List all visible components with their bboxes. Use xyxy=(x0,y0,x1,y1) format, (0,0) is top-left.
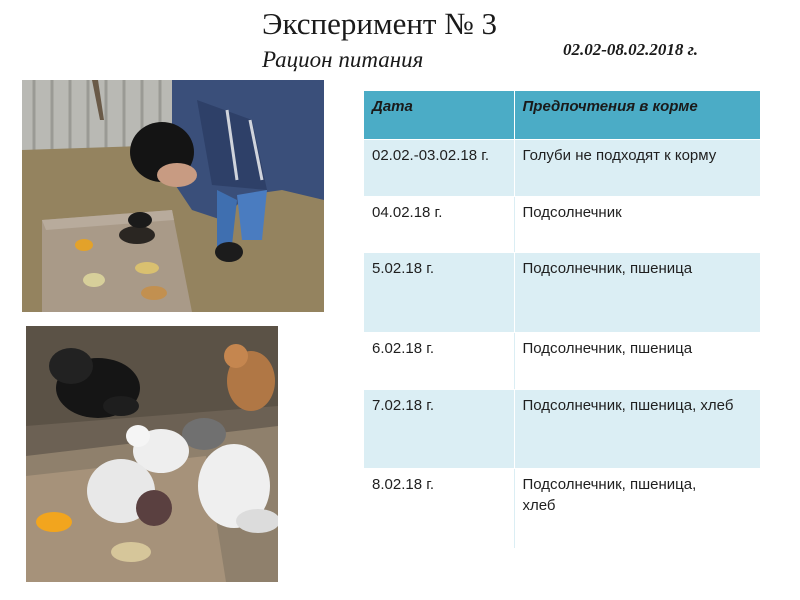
cell-preference: Подсолнечник, пшеница, хлеб xyxy=(514,389,760,468)
photo-child-feeding xyxy=(22,80,324,312)
slide-title: Эксперимент № 3 xyxy=(262,6,498,41)
cell-preference: Голуби не подходят к корму xyxy=(514,139,760,196)
header-date: Дата xyxy=(364,91,514,139)
feed-preferences-table xyxy=(364,91,760,549)
cell-date: 7.02.18 г. xyxy=(364,389,514,468)
cell-date: 8.02.18 г. xyxy=(364,468,514,548)
cell-date: 6.02.18 г. xyxy=(364,332,514,389)
cell-preference: Подсолнечник, пшеница xyxy=(514,252,760,332)
table-row xyxy=(364,252,760,332)
table-header-row xyxy=(364,91,760,139)
table-row xyxy=(364,332,760,389)
header-preferences: Предпочтения в корме xyxy=(514,91,760,139)
table-row xyxy=(364,196,760,252)
cell-date: 02.02.-03.02.18 г. xyxy=(364,139,514,196)
table-row xyxy=(364,468,760,548)
cell-preference: Подсолнечник, пшеница xyxy=(514,332,760,389)
table-row xyxy=(364,139,760,196)
cell-preference: Подсолнечник, пшеница, хлеб xyxy=(514,468,760,548)
photo-pigeons xyxy=(26,326,278,582)
cell-date: 5.02.18 г. xyxy=(364,252,514,332)
table-row xyxy=(364,389,760,468)
date-range: 02.02-08.02.2018 г. xyxy=(563,40,698,59)
slide-subtitle: Рацион питания xyxy=(262,47,424,72)
cell-preference: Подсолнечник xyxy=(514,196,760,252)
cell-date: 04.02.18 г. xyxy=(364,196,514,252)
